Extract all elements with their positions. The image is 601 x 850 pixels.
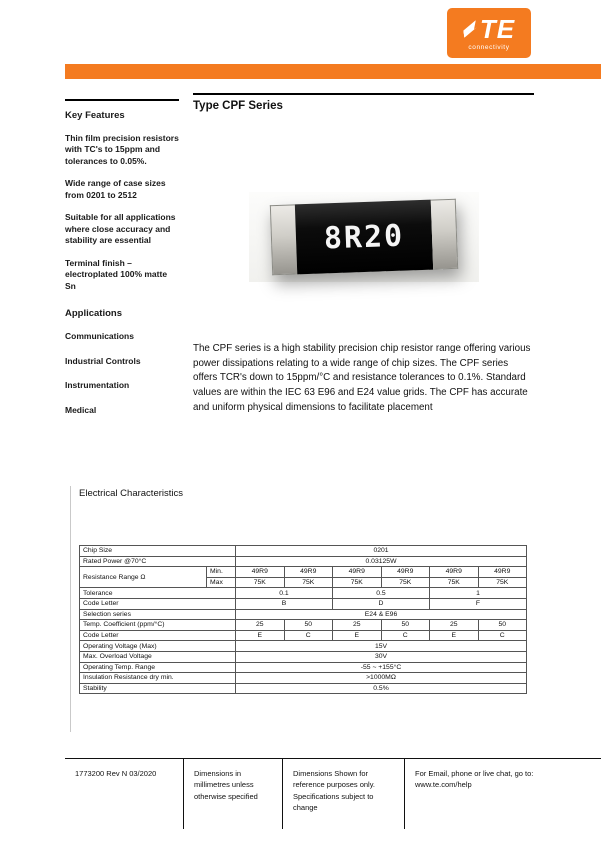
accent-bar bbox=[65, 64, 601, 79]
feature-item: Terminal finish – electroplated 100% matte Sn bbox=[65, 257, 168, 291]
application-item: Communications bbox=[65, 331, 134, 342]
resistor-marking: 8R20 bbox=[322, 218, 405, 256]
table-row bbox=[80, 588, 527, 599]
cell-value: C bbox=[478, 630, 527, 641]
application-item: Industrial Controls bbox=[65, 355, 141, 366]
page-title: Type CPF Series bbox=[193, 100, 283, 112]
electrical-characteristics-section bbox=[70, 486, 536, 732]
applications-heading: Applications bbox=[65, 308, 123, 320]
cell-value: D bbox=[333, 598, 430, 609]
table-row bbox=[80, 662, 527, 673]
cell-value: 49R9 bbox=[430, 567, 479, 578]
row-label: Code Letter bbox=[80, 630, 236, 641]
doc-reference: 1773200 Rev N 03/2020 bbox=[75, 769, 157, 778]
page-footer bbox=[65, 758, 601, 829]
row-label: Operating Temp. Range bbox=[80, 662, 236, 673]
table-row bbox=[80, 651, 527, 662]
cell-value: 75K bbox=[333, 577, 382, 588]
row-sublabel: Min. bbox=[207, 567, 236, 578]
cell-value: 49R9 bbox=[381, 567, 430, 578]
cell-value: B bbox=[236, 598, 333, 609]
row-label: Resistance Range Ω bbox=[80, 567, 207, 588]
table-row bbox=[80, 556, 527, 567]
cell-value: 25 bbox=[430, 620, 479, 631]
cell-value: 15V bbox=[236, 641, 527, 652]
cell-value: -55 ~ +155°C bbox=[236, 662, 527, 673]
logo-subtext: connectivity bbox=[468, 43, 510, 51]
row-label: Selection series bbox=[80, 609, 236, 620]
cell-value: E bbox=[236, 630, 285, 641]
series-description: The CPF series is a high stability precision chip resistor range offering various power dissipations relating to a wide range of chip sizes. The CPF series offers TCR's down to 15ppm/°C and resistance tolerances to 0.1%. Standard values are within the IEC 63 E96 and E24 value grids. The CPF has accurate and uniform physical dimensions to facilitate placement bbox=[193, 343, 531, 413]
row-label: Temp. Coefficient (ppm/°C) bbox=[80, 620, 236, 631]
chip-resistor-image bbox=[269, 199, 457, 275]
table-row bbox=[80, 546, 527, 557]
cell-value: 75K bbox=[236, 577, 285, 588]
row-sublabel: Max bbox=[207, 577, 236, 588]
cell-value: 0201 bbox=[236, 546, 527, 557]
sidebar bbox=[65, 99, 179, 429]
te-swoosh-icon bbox=[462, 20, 478, 38]
te-connectivity-logo bbox=[447, 8, 531, 58]
row-label: Insulation Resistance dry min. bbox=[80, 673, 236, 684]
cell-value: 25 bbox=[236, 620, 285, 631]
cell-value: 0.5 bbox=[333, 588, 430, 599]
cell-value: 50 bbox=[284, 620, 333, 631]
cell-value: 0.03125W bbox=[236, 556, 527, 567]
electrical-table bbox=[79, 545, 527, 694]
main-content bbox=[193, 93, 534, 415]
row-label: Tolerance bbox=[80, 588, 236, 599]
resistor-body bbox=[294, 200, 432, 275]
key-features-heading: Key Features bbox=[65, 110, 125, 121]
cell-value: 30V bbox=[236, 651, 527, 662]
row-label: Stability bbox=[80, 683, 236, 694]
cell-value: 75K bbox=[478, 577, 527, 588]
cell-value: >1000MΩ bbox=[236, 673, 527, 684]
table-row bbox=[80, 609, 527, 620]
table-row bbox=[80, 620, 527, 631]
cell-value: F bbox=[430, 598, 527, 609]
cell-value: 49R9 bbox=[478, 567, 527, 578]
table-row bbox=[80, 683, 527, 694]
cell-value: 75K bbox=[284, 577, 333, 588]
logo-row bbox=[463, 13, 516, 44]
cell-value: 75K bbox=[430, 577, 479, 588]
table-row bbox=[80, 567, 527, 578]
cell-value: E bbox=[333, 630, 382, 641]
footer-note-dimensions: Dimensions in millimetres unless otherwise specified bbox=[183, 759, 282, 829]
resistor-end-cap-left bbox=[269, 204, 296, 275]
cell-value: E bbox=[430, 630, 479, 641]
feature-item: Thin film precision resistors with TC's to 15ppm and tolerances to 0.05%. bbox=[65, 133, 179, 166]
cell-value: 49R9 bbox=[236, 567, 285, 578]
cell-value: 50 bbox=[381, 620, 430, 631]
cell-value: C bbox=[284, 630, 333, 641]
resistor-end-cap-right bbox=[430, 199, 457, 270]
table-row bbox=[80, 673, 527, 684]
resistor-photo bbox=[249, 192, 479, 282]
cell-value: 49R9 bbox=[284, 567, 333, 578]
application-item: Medical bbox=[65, 404, 97, 415]
row-label: Chip Size bbox=[80, 546, 236, 557]
footer-contact-link: For Email, phone or live chat, go to: www.te.com/help bbox=[404, 759, 545, 829]
cell-value: 1 bbox=[430, 588, 527, 599]
cell-value: 49R9 bbox=[333, 567, 382, 578]
cell-value: 75K bbox=[381, 577, 430, 588]
row-label: Operating Voltage (Max) bbox=[80, 641, 236, 652]
logo-text: TE bbox=[479, 13, 516, 44]
cell-value: 0.1 bbox=[236, 588, 333, 599]
feature-item: Suitable for all applications where close accuracy and stability are essential bbox=[65, 212, 176, 246]
table-row bbox=[80, 630, 527, 641]
cell-value: 25 bbox=[333, 620, 382, 631]
row-label: Max. Overload Voltage bbox=[80, 651, 236, 662]
table-row bbox=[80, 598, 527, 609]
row-label: Code Letter bbox=[80, 598, 236, 609]
cell-value: 0.5% bbox=[236, 683, 527, 694]
row-label: Rated Power @70°C bbox=[80, 556, 236, 567]
cell-value: C bbox=[381, 630, 430, 641]
feature-item: Wide range of case sizes from 0201 to 2512 bbox=[65, 178, 166, 200]
electrical-heading: Electrical Characteristics bbox=[79, 488, 183, 499]
table-row bbox=[80, 641, 527, 652]
cell-value: 50 bbox=[478, 620, 527, 631]
application-item: Instrumentation bbox=[65, 380, 130, 391]
cell-value: E24 & E96 bbox=[236, 609, 527, 620]
footer-note-reference: Dimensions Shown for reference purposes only. Specifications subject to change bbox=[282, 759, 404, 829]
